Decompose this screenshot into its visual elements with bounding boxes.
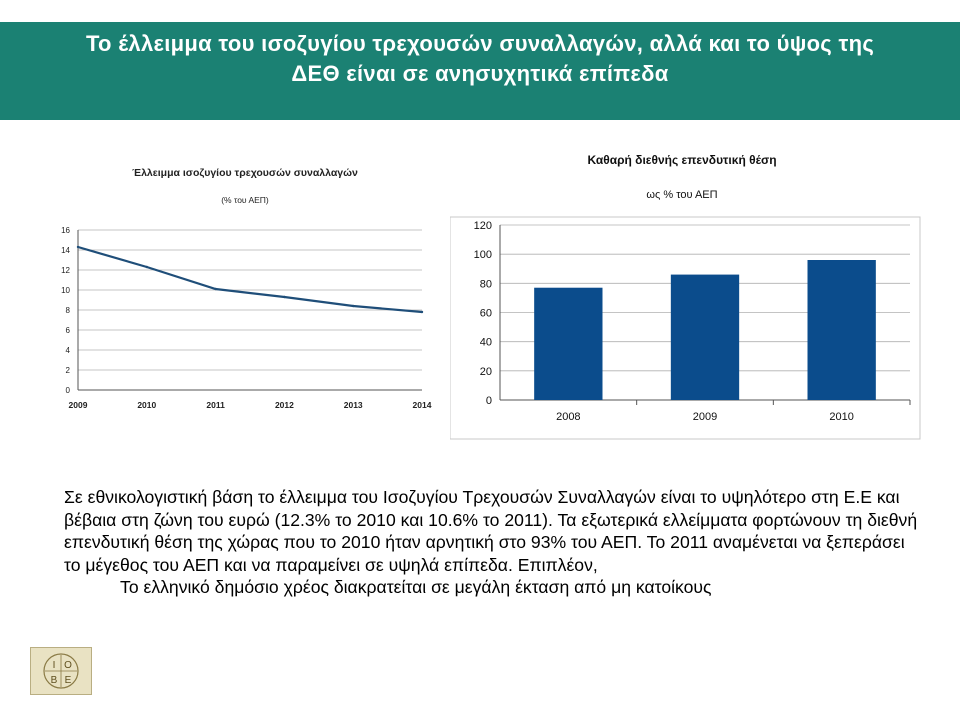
bar-chart-subtitle: ως % του ΑΕΠ	[646, 189, 718, 201]
line-chart-x-tick-label: 2011	[206, 400, 225, 410]
logo-letter: I	[52, 660, 56, 671]
bar-chart-x-tick-labels	[556, 411, 854, 423]
line-chart-gridlines	[78, 230, 422, 390]
line-chart-x-tick-label: 2013	[343, 400, 363, 410]
slide-title-line-1: Το έλλειμμα του ισοζυγίου τρεχουσών συναλλαγών, αλλά και το ύψος της	[85, 31, 875, 56]
bar-chart-bars	[534, 260, 876, 400]
bar-chart-x-tick-label: 2009	[692, 411, 718, 423]
line-chart-y-tick-label: 4	[65, 346, 70, 355]
line-chart-point	[214, 288, 216, 290]
line-chart-series	[77, 246, 423, 313]
line-chart-subtitle: (% του ΑΕΠ)	[221, 195, 269, 205]
line-chart-x-tick-labels	[69, 400, 432, 410]
line-chart-x-tick-label: 2012	[274, 400, 294, 410]
bar-chart-bar	[808, 260, 876, 400]
line-chart-point	[146, 266, 148, 268]
line-chart-series-line	[78, 247, 422, 312]
bar-chart-y-tick-label: 100	[473, 249, 492, 262]
bar-chart-y-tick-label: 40	[479, 336, 492, 349]
body-paragraph: Σε εθνικολογιστική βάση το έλλειμμα του Ισοζυγίου Τρεχουσών Συναλλαγών είναι το υψηλότερο στη Ε.Ε και βέβαια στη ζώνη του ευρώ (12.3% το 2010 και 10.6% το 2011). Τα εξωτερικά ελλείμματα φορτώνουν τη διεθνή επενδυτική θέση της χώρας που το 2010 ήταν αρνητική στο 93% του ΑΕΠ. Το 2011 αναμένεται να ξεπεράσει το μέγεθος του ΑΕΠ και να παραμείνει σε υψηλά επίπεδα. Επιπλέον,	[64, 487, 918, 575]
logo	[30, 647, 92, 695]
line-chart-y-tick-label: 2	[65, 366, 70, 375]
bar-chart	[450, 143, 930, 443]
bar-chart-y-tick-labels	[474, 220, 492, 407]
line-chart-y-tick-labels	[61, 226, 70, 395]
line-chart-y-tick-label: 0	[65, 386, 70, 395]
line-chart-y-tick-label: 6	[65, 326, 70, 335]
bar-chart-x-tick-label: 2008	[556, 411, 581, 423]
line-chart	[30, 150, 440, 420]
line-chart-y-tick-label: 14	[61, 246, 70, 255]
line-chart-x-tick-label: 2010	[137, 400, 157, 410]
line-chart-point	[77, 246, 79, 248]
line-chart-x-tick-label: 2014	[412, 400, 432, 410]
line-chart-point	[352, 305, 354, 307]
logo-letter: O	[64, 660, 72, 671]
line-chart-point	[283, 296, 285, 298]
line-chart-y-tick-label: 10	[61, 286, 70, 295]
line-chart-point	[421, 311, 423, 313]
line-chart-title: Έλλειμμα ισοζυγίου τρεχουσών συναλλαγών	[132, 167, 358, 179]
bar-chart-y-tick-label: 0	[485, 395, 492, 407]
line-chart-x-tick-label: 2009	[68, 400, 88, 410]
bar-chart-title: Καθαρή διεθνής επενδυτική θέση	[587, 153, 777, 167]
bar-chart-bar	[671, 275, 739, 400]
logo-emblem	[31, 648, 91, 694]
logo-letter: B	[50, 675, 58, 686]
line-chart-y-tick-label: 16	[61, 226, 70, 235]
bar-chart-y-tick-label: 20	[479, 365, 492, 378]
slide-title-line-2: ΔΕΘ είναι σε ανησυχητικά επίπεδα	[291, 61, 669, 86]
bar-chart-x-tick-label: 2010	[829, 411, 854, 423]
body-last-line: Το ελληνικό δημόσιο χρέος διακρατείται σε μεγάλη έκταση από μη κατοίκους	[120, 577, 712, 597]
line-chart-y-tick-label: 12	[61, 266, 70, 275]
bar-chart-bar	[534, 288, 602, 400]
logo-letter: E	[64, 675, 72, 686]
line-chart-y-tick-label: 8	[65, 306, 70, 315]
body-text	[64, 486, 924, 599]
bar-chart-y-tick-label: 60	[479, 307, 492, 320]
bar-chart-y-tick-label: 80	[479, 278, 492, 291]
bar-chart-y-tick-label: 120	[473, 220, 492, 232]
